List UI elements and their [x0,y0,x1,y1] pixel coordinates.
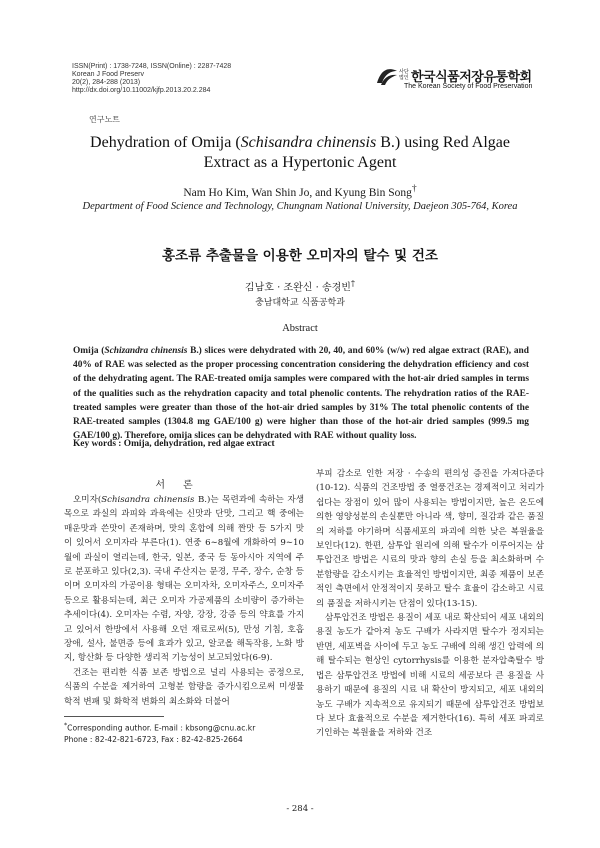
corresponding-mark: † [411,183,417,194]
journal-name: Korean J Food Preserv [72,71,144,78]
authors-text: Nam Ho Kim, Wan Shin Jo, and Kyung Bin Song [183,186,412,199]
footnote-email[interactable]: kbsong@cnu.ac.kr [185,723,256,733]
korean-corresponding-mark: † [350,278,356,288]
journal-meta [72,63,231,95]
left-column [64,493,304,713]
paper-title [60,133,540,173]
title-species: Schisandra chinensis [240,134,377,151]
society-name-en: The Korean Society of Food Preservation [404,83,533,90]
abstract-text: B.) slices were dehydrated with 20, 40, and 60% (w/w) red algae extract (RAE), and 40% of RAE was selected as the proper processing concentration considering the dehydration efficiency and cost of the dehydrating agent. The RAE-treated omija samples were compared with the hot-air dried samples in terms of the qualities such as the rehydration capacity and total phenolic contents. The rehydration ratios of the RAE-treated samples were greater than those of the hot-air dried samples by 31% The total phenolic contents of the RAE-treated samples (1304.8 mg GAE/100 g) were higher than those of the hot-air dried samples (999.5 mg GAE/100 g). Therefore, omija slices can be dehydrated with RAE without quality loss. [73,346,529,442]
article-category: 연구노트 [89,115,120,124]
title-line-2: Extract as a Hypertonic Agent [203,154,397,171]
keywords [73,439,529,449]
section-heading-introduction: 서론 [155,480,211,491]
abstract-body [73,344,529,443]
keywords-text: Omija, dehydration, red algae extract [123,439,275,449]
author-list [60,183,540,199]
title-part-2: B.) using Red Algae [376,134,510,151]
intro-paragraph-1 [64,493,304,666]
footnote-label: Corresponding author. E-mail : [67,723,186,733]
society-emblem-icon [375,65,399,87]
footnote-line-1 [64,720,314,734]
doi-link[interactable]: http://dx.doi.org/10.11002/kjfp.2013.20.2.284 [72,87,211,94]
korean-affiliation: 충남대학교 식품공학과 [255,298,345,308]
intro-p1-species: Schisandra chinensis [101,495,195,505]
korean-authors-text: 김남호 · 조완신 · 송경빈 [244,282,351,294]
korean-title: 홍조류 추출물을 이용한 오미자의 탈수 및 건조 [162,248,438,264]
intro-paragraph-3: 부피 감소로 인한 저장 · 수송의 편의성 증진을 가져다준다(10-12). 식품의 건조방법 중 열풍건조는 경제적이고 처리가 쉽다는 장점이 있어 많이 사용되는 방법이지만, 높은 온도에 의한 영양성분의 손실뿐만 아니라 색, 향미, 질감과 같은 품질의 저하를 야기하며 식품세포의 파괴에 의한 낮은 복원율을 보인다(12). 한편, 삼투압 원리에 의해 탈수가 이루어지는 삼투압건조 방법은 시료의 맛과 향의 손실 등을 최소화하며 수분함량을 감소시키는 효율적인 방법이지만, 최종 제품이 보존적인 측면에서 안정적이지 못하고 탈수 효율이 감소하고 시료의 품질을 저하시키는 단점이 있다(13-15). [316,469,544,609]
footnote [64,720,314,746]
affiliation: Department of Food Science and Technology, Chungnam National University, Daejeon 305-764, Korea [82,201,518,212]
intro-paragraph-4: 삼투압건조 방법은 용질이 세포 내로 확산되어 세포 내외의 용질 농도가 같아져 농도 구배가 사라지면 탈수가 정지되는 반면, 세포벽을 사이에 두고 농도 구배에 의해 생긴 압력에 의해 탈수되는 현상인 cytorrhysis를 이용한 분자압축탈수 방법은 삼투압건조 방법에 비해 시료의 세공보다 큰 용질을 사용하기 때문에 용질의 시료 내 확산이 방지되고, 세포 내외의 농도 구배가 지속적으로 유지되기 때문에 삼투압건조 방법보다 보다 효율적으로 수분을 제거한다(16). 특히 세포 파괴로 기인하는 복원율을 저하와 건조 [316,613,544,739]
footnote-mark: * [64,722,68,729]
issn-line: ISSN(Print) : 1738-7248, ISSN(Online) : 2287-7428 [72,63,232,70]
page-number: - 284 - [286,804,314,814]
footnote-line-2: Phone : 82-42-821-6723, Fax : 82-42-825-2664 [64,735,243,745]
footnote-divider [64,716,164,717]
society-logo [375,63,545,93]
korean-authors [60,278,540,293]
intro-p1-pre: 오미자( [73,495,102,505]
society-name-ko: 한국식품저장유통학회 [411,70,532,85]
society-type-label: 사단 법인 [399,69,409,81]
keywords-label: Key words : [73,439,122,449]
abstract-pre: Omija ( [73,346,105,356]
intro-paragraph-2: 건조는 편리한 식품 보존 방법으로 널리 사용되는 공정으로, 식품의 수분을 제거하여 고형분 함량을 증가시킴으로써 미생물학적 변패 및 화학적 변화의 최소화와 더불어 [64,667,304,707]
abstract-heading: Abstract [282,323,318,334]
volume-line: 20(2), 284-288 (2013) [72,79,141,86]
abstract-species: Schizandra chinensis [104,346,188,356]
right-column [316,467,544,771]
intro-p1-body: B.)는 목련과에 속하는 자생목으로 과실의 과피와 과육에는 신맛과 단맛, 그리고 핵 중에는 매운맛과 쓴맛이 존재하며, 맛의 혼합에 의해 짠맛 등 5가지 맛이 있어서 오미자라 부른다(1). 연중 6∼8월에 개화하여 9∼10월에 과실이 열리는데, 한국, 일본, 중국 등 동아시아 지역에 주로 분포하고 있다(2,3). 국내 주산지는 문경, 무주, 장수, 순창 등이며 오미자의 가공이용 형태는 오미자차, 오미자주스, 오미자주 등으로 활용되는데, 최근 오미자 가공제품의 소비량이 증가하는 추세이다(4). 오미자는 수렴, 자양, 강장, 강증 등의 약효를 가지고 있어서 한방에서 사용해 오던 재료로써(5), 만성 기침, 호흡 장애, 설사, 불면증 등에 효과가 있고, 알코올 해독작용, 노화 방지, 항산화 등 다양한 생리적 기능성이 보고되었다(6-9). [64,495,304,664]
title-part-1: Dehydration of Omija ( [90,134,241,151]
